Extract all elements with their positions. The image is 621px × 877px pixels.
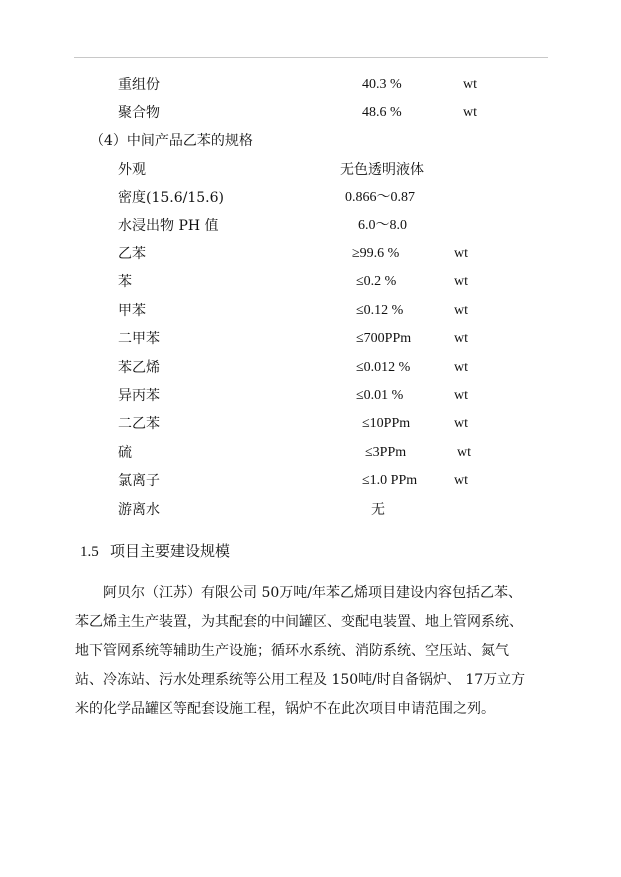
spec-row	[0, 300, 621, 322]
spec-name: 二甲苯	[118, 331, 160, 347]
paragraph-line: 地下管网系统等辅助生产设施；循环水系统、消防系统、空压站、氮气	[75, 643, 509, 659]
paragraph-line: 阿贝尔（江苏）有限公司 50万吨/年苯乙烯项目建设内容包括乙苯、	[103, 585, 522, 601]
spec-unit: wt	[454, 246, 468, 261]
spec-unit: wt	[454, 303, 468, 318]
spec-value: ≥99.6 %	[352, 246, 400, 261]
spec-value: 0.866～0.87	[345, 190, 415, 205]
spec-value: ≤10PPm	[362, 416, 411, 431]
spec-unit: wt	[454, 360, 468, 375]
spec-name: 硫	[118, 445, 132, 461]
spec-name: 密度(15.6/15.6)	[118, 190, 224, 206]
spec-value: ≤0.12 %	[356, 303, 404, 318]
section-number: 1.5	[80, 544, 99, 560]
spec-value: 48.6 %	[362, 105, 402, 120]
spec-unit: wt	[457, 445, 471, 460]
spec-row	[0, 271, 621, 293]
section-heading	[80, 538, 230, 565]
spec-unit: wt	[454, 473, 468, 488]
spec-name: 甲苯	[118, 303, 146, 319]
spec-name: 聚合物	[118, 105, 160, 121]
spec-name: 苯	[118, 274, 132, 290]
paragraph-line: 苯乙烯主生产装置，为其配套的中间罐区、变配电装置、地上管网系统、	[75, 614, 523, 630]
spec-row	[0, 499, 621, 521]
spec-unit: wt	[463, 105, 477, 120]
spec-name: 外观	[118, 162, 146, 178]
spec-name: 游离水	[118, 502, 160, 518]
subheading-row	[0, 130, 621, 152]
spec-unit: wt	[454, 274, 468, 289]
spec-value: ≤700PPm	[356, 331, 412, 346]
paragraph-line: 站、冷冻站、污水处理系统等公用工程及 150吨/时自备锅炉、 17万立方	[75, 672, 526, 688]
spec-value: ≤3PPm	[365, 445, 407, 460]
spec-row	[0, 187, 621, 209]
spec-value: 无	[371, 502, 385, 518]
spec-row	[0, 442, 621, 464]
spec-unit: wt	[454, 331, 468, 346]
spec-name: 乙苯	[118, 246, 146, 262]
spec-row	[0, 243, 621, 265]
section-title: 项目主要建设规模	[110, 542, 231, 560]
spec-name: 重组份	[118, 77, 160, 93]
spec-unit: wt	[454, 388, 468, 403]
spec-name: 二乙苯	[118, 416, 160, 432]
spec-row	[0, 470, 621, 492]
spec-value: 6.0～8.0	[358, 218, 407, 233]
spec-unit: wt	[454, 416, 468, 431]
spec-unit: wt	[463, 77, 477, 92]
spec-row	[0, 328, 621, 350]
header-rule	[74, 57, 548, 58]
spec-value: 40.3 %	[362, 77, 402, 92]
spec-value: ≤0.012 %	[356, 360, 411, 375]
spec-value: ≤0.01 %	[356, 388, 404, 403]
spec-name: 氯离子	[118, 473, 160, 489]
spec-value: 无色透明液体	[340, 162, 424, 178]
spec-row	[0, 385, 621, 407]
spec-name: 异丙苯	[118, 388, 160, 404]
spec-row	[0, 159, 621, 181]
spec-row-heavy-fraction	[0, 74, 621, 96]
spec-value: ≤0.2 %	[356, 274, 397, 289]
subheading: （4）中间产品乙苯的规格	[90, 133, 253, 149]
spec-row-polymer	[0, 102, 621, 124]
spec-name: 苯乙烯	[118, 360, 160, 376]
spec-value: ≤1.0 PPm	[362, 473, 418, 488]
spec-row	[0, 215, 621, 237]
spec-row	[0, 357, 621, 379]
spec-name: 水浸出物 PH 值	[118, 218, 219, 234]
spec-row	[0, 413, 621, 435]
paragraph-line: 米的化学品罐区等配套设施工程，锅炉不在此次项目申请范围之列。	[75, 701, 495, 717]
